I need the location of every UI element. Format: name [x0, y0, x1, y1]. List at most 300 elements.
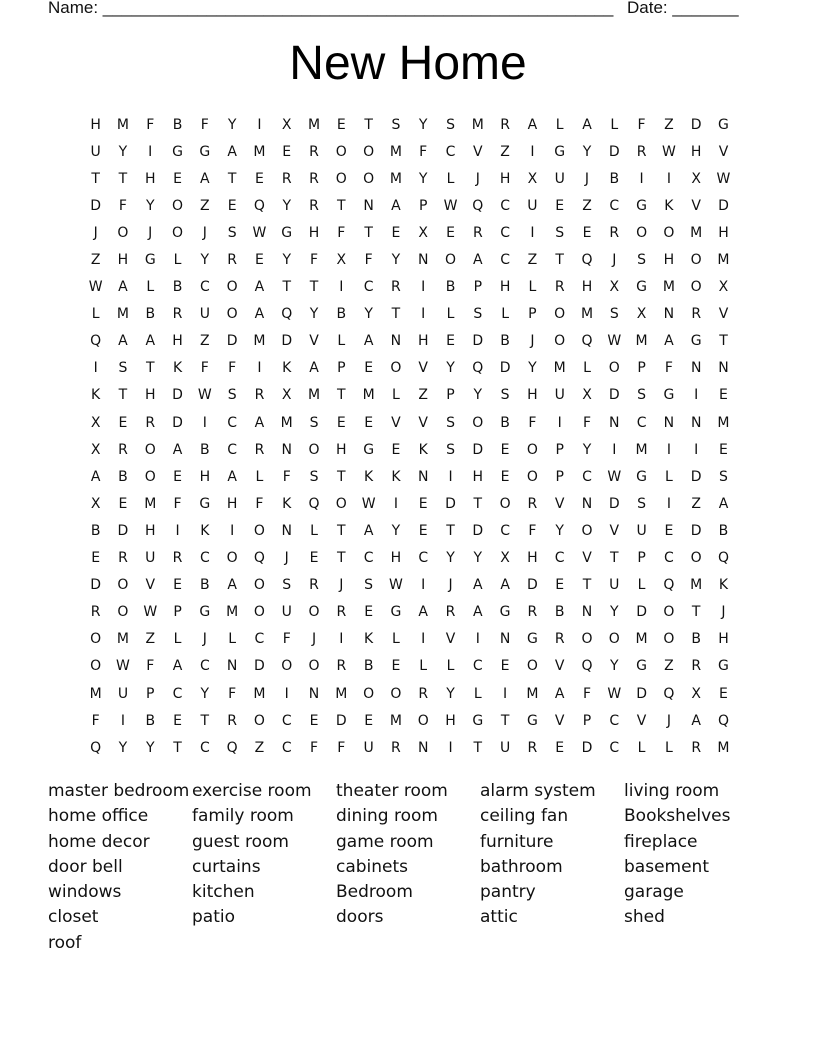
grid-letter: A	[118, 279, 128, 296]
word-list-item: kitchen	[192, 882, 255, 903]
grid-letter: J	[148, 224, 153, 241]
grid-letter: P	[555, 468, 564, 485]
grid-letter: V	[145, 577, 156, 594]
grid-letter: J	[721, 604, 726, 621]
word-list-item: game room	[336, 831, 434, 852]
grid-letter: H	[527, 387, 538, 404]
grid-letter: H	[90, 116, 101, 133]
grid-letter: O	[308, 658, 320, 675]
grid-letter: M	[389, 170, 402, 187]
grid-letter: A	[172, 658, 183, 675]
grid-letter: H	[308, 224, 320, 241]
grid-letter: N	[417, 739, 429, 756]
grid-letter: O	[363, 685, 375, 702]
grid-letter: I	[421, 279, 426, 296]
grid-letter: H	[417, 333, 429, 350]
grid-letter: W	[388, 577, 403, 594]
grid-letter: Z	[691, 495, 701, 512]
grid-letter: T	[91, 170, 100, 187]
grid-letter: Y	[227, 116, 237, 133]
grid-letter: J	[475, 170, 480, 187]
grid-letter: H	[718, 224, 729, 241]
grid-letter: Y	[473, 387, 483, 404]
grid-letter: L	[173, 631, 182, 648]
grid-letter: G	[718, 116, 729, 133]
grid-letter: H	[144, 387, 156, 404]
grid-letter: D	[527, 577, 538, 594]
grid-letter: O	[117, 577, 129, 594]
grid-letter: E	[418, 522, 428, 539]
grid-letter: H	[144, 170, 156, 187]
grid-letter: G	[554, 143, 566, 160]
grid-letter: V	[391, 414, 401, 431]
grid-letter: B	[445, 279, 456, 296]
grid-letter: G	[636, 279, 648, 296]
grid-letter: E	[173, 712, 182, 729]
grid-letter: M	[690, 224, 703, 241]
grid-letter: O	[363, 170, 375, 187]
grid-letter: R	[227, 252, 237, 269]
grid-letter: E	[391, 224, 401, 241]
grid-letter: R	[336, 604, 347, 621]
grid-letter: S	[500, 387, 510, 404]
word-list-item: home office	[48, 806, 149, 827]
grid-letter: J	[448, 577, 453, 594]
grid-letter: O	[663, 631, 675, 648]
grid-letter: E	[255, 252, 264, 269]
grid-letter: P	[418, 197, 428, 214]
grid-letter: N	[363, 197, 374, 214]
grid-letter: N	[390, 333, 402, 350]
grid-letter: F	[309, 252, 319, 269]
grid-letter: C	[554, 550, 565, 567]
grid-letter: Z	[664, 116, 674, 133]
grid-letter: Y	[446, 550, 455, 567]
grid-letter: X	[281, 387, 292, 404]
grid-letter: M	[635, 441, 648, 458]
grid-letter: W	[361, 495, 376, 512]
grid-letter: I	[503, 685, 508, 702]
grid-letter: U	[636, 522, 647, 539]
grid-letter: A	[418, 604, 428, 621]
grid-letter: S	[364, 577, 374, 594]
grid-letter: L	[637, 739, 646, 756]
grid-letter: O	[608, 631, 620, 648]
grid-letter: B	[336, 306, 347, 323]
word-list-item: shed	[624, 907, 665, 928]
grid-letter: C	[227, 414, 238, 431]
grid-letter: I	[339, 279, 344, 296]
grid-letter: Q	[472, 360, 484, 377]
grid-letter: M	[662, 279, 675, 296]
grid-letter: R	[145, 414, 156, 431]
grid-letter: Y	[446, 685, 455, 702]
grid-letter: R	[254, 441, 265, 458]
grid-letter: H	[445, 712, 456, 729]
grid-letter: K	[282, 495, 292, 512]
grid-letter: R	[172, 550, 183, 567]
grid-letter: F	[173, 495, 182, 512]
grid-letter: C	[472, 658, 483, 675]
grid-letter: E	[446, 333, 455, 350]
grid-letter: I	[694, 441, 699, 458]
grid-letter: B	[609, 170, 620, 187]
grid-letter: X	[691, 685, 701, 702]
grid-letter: O	[308, 441, 320, 458]
word-list-item: Bedroom	[336, 882, 413, 903]
grid-letter: G	[526, 712, 538, 729]
grid-letter: S	[282, 577, 292, 594]
grid-letter: O	[663, 604, 675, 621]
grid-letter: R	[472, 224, 483, 241]
grid-letter: R	[118, 441, 128, 458]
grid-letter: V	[582, 550, 592, 567]
grid-letter: T	[337, 522, 346, 539]
grid-letter: M	[389, 143, 402, 160]
grid-letter: Y	[610, 658, 619, 675]
grid-letter: G	[636, 468, 648, 485]
grid-letter: W	[197, 387, 212, 404]
grid-letter: M	[635, 333, 648, 350]
grid-letter: X	[336, 252, 347, 269]
grid-letter: O	[636, 224, 648, 241]
grid-letter: L	[501, 306, 509, 323]
grid-letter: F	[364, 252, 373, 269]
grid-letter: M	[144, 495, 157, 512]
grid-letter: A	[200, 170, 210, 187]
grid-letter: C	[609, 197, 620, 214]
grid-letter: Z	[200, 333, 210, 350]
grid-letter: Y	[282, 252, 291, 269]
grid-letter: T	[691, 604, 701, 621]
grid-letter: N	[663, 414, 675, 431]
grid-letter: R	[309, 170, 319, 187]
grid-letter: D	[335, 712, 347, 729]
grid-letter: W	[443, 197, 458, 214]
grid-letter: B	[200, 441, 210, 458]
grid-letter: F	[91, 712, 100, 729]
grid-letter: Z	[664, 658, 674, 675]
grid-letter: F	[337, 739, 346, 756]
grid-letter: L	[446, 658, 455, 675]
grid-letter: K	[418, 441, 428, 458]
grid-letter: E	[336, 414, 346, 431]
grid-letter: Y	[528, 360, 537, 377]
grid-letter: S	[309, 414, 319, 431]
grid-letter: M	[362, 387, 375, 404]
grid-letter: Y	[418, 170, 428, 187]
grid-letter: W	[716, 170, 731, 187]
grid-letter: P	[446, 387, 455, 404]
grid-letter: Q	[472, 197, 484, 214]
grid-letter: S	[391, 116, 401, 133]
grid-letter: Y	[200, 685, 210, 702]
grid-letter: K	[664, 197, 674, 214]
grid-letter: I	[666, 170, 671, 187]
grid-letter: B	[554, 604, 565, 621]
grid-letter: P	[555, 441, 564, 458]
grid-letter: O	[526, 658, 538, 675]
grid-letter: Y	[582, 143, 592, 160]
grid-letter: N	[281, 441, 292, 458]
grid-letter: C	[500, 224, 510, 241]
grid-letter: C	[199, 658, 210, 675]
grid-letter: N	[663, 306, 675, 323]
grid-letter: A	[664, 333, 674, 350]
grid-letter: T	[282, 279, 291, 296]
grid-letter: T	[364, 224, 373, 241]
grid-letter: I	[666, 441, 671, 458]
grid-letter: G	[363, 441, 375, 458]
grid-letter: R	[309, 577, 319, 594]
grid-letter: O	[172, 197, 184, 214]
grid-letter: H	[718, 631, 729, 648]
grid-letter: T	[719, 333, 728, 350]
grid-letter: O	[144, 468, 156, 485]
grid-letter: F	[528, 522, 537, 539]
word-list-item: dining room	[336, 806, 438, 827]
word-list-item: master bedroom	[48, 781, 190, 801]
grid-letter: I	[421, 631, 426, 648]
grid-letter: A	[254, 306, 265, 323]
grid-letter: L	[173, 252, 182, 269]
grid-letter: O	[581, 522, 593, 539]
grid-letter: L	[446, 306, 455, 323]
grid-letter: C	[500, 522, 510, 539]
grid-letter: E	[364, 712, 374, 729]
grid-letter: V	[636, 712, 647, 729]
grid-letter: E	[719, 685, 728, 702]
grid-letter: W	[252, 224, 267, 241]
word-list-item: cabinets	[336, 856, 409, 877]
grid-letter: A	[691, 712, 701, 729]
grid-letter: S	[719, 468, 728, 485]
grid-letter: F	[282, 631, 291, 648]
grid-letter: A	[254, 279, 265, 296]
grid-letter: D	[608, 495, 620, 512]
grid-letter: F	[664, 360, 673, 377]
grid-letter: H	[499, 279, 511, 296]
grid-letter: E	[364, 604, 374, 621]
grid-letter: C	[363, 550, 374, 567]
grid-letter: T	[227, 170, 237, 187]
grid-letter: J	[666, 712, 671, 729]
grid-letter: E	[555, 739, 565, 756]
grid-letter: I	[639, 170, 644, 187]
grid-letter: Y	[473, 550, 483, 567]
grid-letter: F	[146, 658, 155, 675]
grid-letter: D	[254, 658, 265, 675]
word-list-item: bathroom	[480, 856, 563, 877]
grid-letter: Q	[90, 739, 102, 756]
grid-letter: M	[717, 252, 730, 269]
grid-letter: O	[554, 306, 566, 323]
grid-letter: K	[364, 468, 374, 485]
grid-letter: D	[608, 387, 620, 404]
grid-letter: B	[500, 333, 510, 350]
grid-letter: E	[255, 170, 264, 187]
grid-letter: E	[173, 170, 182, 187]
grid-letter: I	[120, 712, 126, 729]
grid-letter: F	[118, 197, 127, 214]
grid-letter: M	[335, 685, 348, 702]
grid-letter: K	[718, 577, 729, 594]
grid-letter: E	[309, 550, 319, 567]
grid-letter: E	[364, 360, 374, 377]
grid-letter: E	[719, 387, 728, 404]
grid-letter: M	[253, 143, 266, 160]
grid-letter: G	[690, 333, 702, 350]
grid-letter: S	[446, 441, 455, 458]
grid-letter: C	[500, 197, 510, 214]
grid-letter: H	[472, 468, 484, 485]
grid-letter: K	[364, 631, 374, 648]
grid-letter: U	[527, 197, 538, 214]
grid-letter: L	[255, 468, 264, 485]
grid-letter: U	[281, 604, 292, 621]
grid-letter: D	[690, 468, 702, 485]
grid-letter: T	[173, 739, 182, 756]
grid-letter: Q	[253, 197, 265, 214]
grid-letter: D	[172, 414, 183, 431]
grid-letter: O	[117, 604, 129, 621]
grid-letter: M	[226, 604, 239, 621]
grid-letter: O	[226, 279, 238, 296]
grid-letter: E	[719, 441, 728, 458]
grid-letter: E	[500, 441, 510, 458]
grid-letter: C	[609, 712, 620, 729]
grid-letter: B	[200, 577, 210, 594]
grid-letter: U	[90, 143, 101, 160]
grid-letter: E	[391, 441, 401, 458]
grid-letter: O	[226, 550, 238, 567]
grid-letter: L	[91, 306, 100, 323]
grid-letter: R	[500, 116, 510, 133]
grid-letter: Q	[253, 550, 265, 567]
grid-letter: Y	[555, 522, 564, 539]
grid-letter: T	[582, 577, 592, 594]
grid-letter: D	[472, 333, 484, 350]
grid-letter: D	[281, 333, 293, 350]
word-list-item: basement	[624, 856, 709, 877]
grid-letter: Y	[391, 522, 401, 539]
grid-letter: W	[607, 333, 622, 350]
grid-letter: B	[691, 631, 701, 648]
grid-letter: Z	[500, 143, 510, 160]
grid-letter: S	[637, 252, 647, 269]
grid-letter: I	[339, 631, 344, 648]
grid-letter: G	[172, 143, 183, 160]
grid-letter: I	[530, 143, 535, 160]
grid-letter: U	[499, 739, 511, 756]
grid-letter: T	[118, 170, 128, 187]
grid-letter: I	[257, 360, 262, 377]
grid-letter: W	[88, 279, 103, 296]
grid-letter: L	[473, 685, 482, 702]
grid-letter: Y	[391, 252, 401, 269]
grid-letter: S	[446, 116, 455, 133]
grid-letter: M	[280, 414, 293, 431]
grid-letter: R	[527, 495, 538, 512]
grid-letter: D	[472, 522, 484, 539]
word-list-item: Bookshelves	[624, 806, 731, 827]
grid-letter: A	[473, 577, 483, 594]
grid-letter: A	[718, 495, 729, 512]
grid-letter: H	[499, 170, 511, 187]
grid-letter: C	[363, 279, 374, 296]
grid-letter: A	[227, 143, 237, 160]
grid-letter: N	[226, 658, 238, 675]
grid-letter: C	[663, 550, 674, 567]
grid-letter: Z	[527, 252, 538, 269]
grid-letter: E	[582, 224, 592, 241]
grid-letter: T	[309, 279, 319, 296]
grid-letter: D	[117, 522, 129, 539]
word-list-item: curtains	[192, 856, 261, 877]
grid-letter: R	[609, 224, 620, 241]
grid-letter: D	[226, 333, 238, 350]
grid-letter: Z	[90, 252, 101, 269]
grid-letter: P	[337, 360, 346, 377]
grid-letter: M	[116, 306, 129, 323]
grid-letter: I	[148, 143, 153, 160]
grid-letter: W	[661, 143, 676, 160]
word-list-item: attic	[480, 907, 518, 928]
grid-letter: J	[202, 631, 207, 648]
grid-letter: L	[555, 116, 564, 133]
word-list-item: closet	[48, 907, 99, 928]
grid-letter: I	[230, 522, 235, 539]
grid-letter: O	[499, 495, 511, 512]
grid-letter: X	[691, 170, 701, 187]
grid-letter: I	[257, 116, 262, 133]
grid-letter: K	[172, 360, 183, 377]
grid-letter: R	[118, 550, 128, 567]
grid-letter: O	[144, 441, 156, 458]
grid-letter: S	[118, 360, 128, 377]
grid-letter: O	[472, 414, 484, 431]
word-list-item: furniture	[480, 831, 554, 852]
grid-letter: E	[500, 658, 510, 675]
grid-letter: Y	[118, 143, 128, 160]
grid-letter: C	[500, 252, 510, 269]
grid-letter: A	[391, 197, 401, 214]
grid-letter: S	[446, 414, 455, 431]
grid-letter: Q	[581, 252, 593, 269]
grid-letter: O	[690, 252, 702, 269]
grid-letter: G	[663, 387, 675, 404]
grid-letter: G	[636, 658, 648, 675]
grid-letter: C	[227, 441, 238, 458]
grid-letter: M	[307, 116, 321, 133]
grid-letter: N	[417, 252, 429, 269]
grid-letter: R	[554, 631, 565, 648]
grid-letter: U	[117, 685, 129, 702]
word-list-item: exercise room	[192, 781, 312, 801]
grid-letter: T	[337, 550, 346, 567]
grid-letter: Z	[254, 739, 265, 756]
grid-letter: E	[173, 577, 182, 594]
page-title: New Home	[289, 37, 527, 90]
grid-letter: O	[90, 631, 102, 648]
grid-letter: N	[308, 685, 320, 702]
grid-letter: E	[555, 197, 565, 214]
grid-letter: X	[418, 224, 428, 241]
grid-letter: V	[418, 414, 428, 431]
grid-letter: A	[363, 522, 374, 539]
grid-letter: C	[281, 712, 292, 729]
grid-letter: E	[118, 495, 128, 512]
